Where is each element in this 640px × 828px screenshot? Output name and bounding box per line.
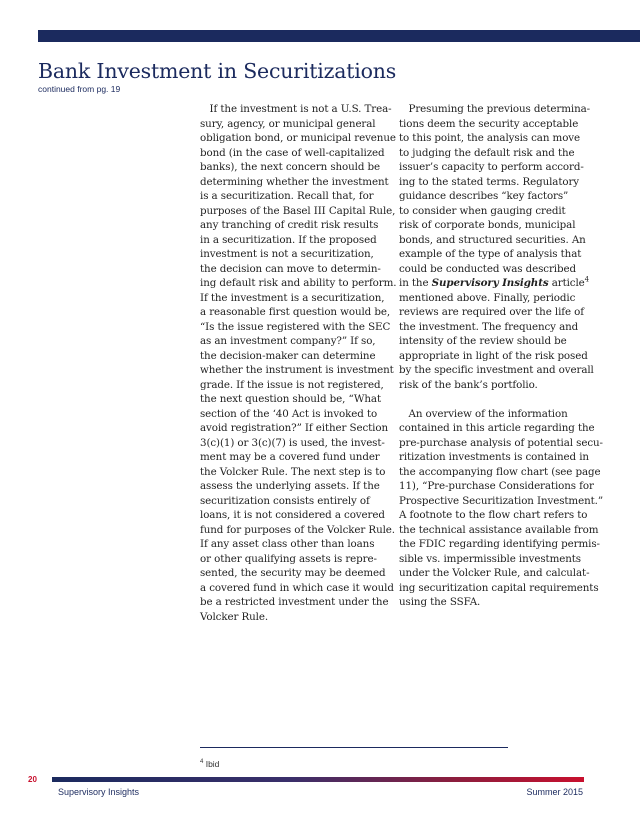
text-line: by the specific investment and overall [399,364,594,376]
text-line: banks), the next concern should be [200,161,381,173]
text-line: issuer’s capacity to perform accord- [399,161,584,173]
text-line: purposes of the Basel III Capital Rule, [200,204,396,217]
text-line: bonds, and structured securities. An [399,233,586,246]
text-line: pre-purchase analysis of potential secu- [399,436,603,449]
body-column-right [399,102,603,610]
text-line: risk of the bank’s portfolio. [399,378,538,391]
text-line: the FDIC regarding identifying permis- [399,538,600,550]
article-title: Bank Investment in Securitizations [38,59,397,83]
text-line: ing securitization capital requirements [399,581,599,594]
text-line: If the investment is a securitization, [200,291,385,304]
paragraph-presuming-continued [399,291,594,393]
text-line: Presuming the previous determina- [399,103,591,115]
footer-rule [52,777,584,782]
text-line: An overview of the information [399,407,568,420]
text-line: could be conducted was described [399,262,576,275]
text-line: tions deem the security acceptable [399,117,579,130]
body-column-left [200,102,397,624]
text-line: loans, it is not considered a covered [200,509,385,521]
text-line: fund for purposes of the Volcker Rule. [200,523,395,536]
reference-line: in the Supervisory Insights article$^4$ [399,275,590,289]
footnote-text: Ibid [203,759,220,769]
text-line: Prospective Securitization Investment.” [399,494,603,507]
text-line: the Volcker Rule. The next step is to [200,465,386,478]
text-line: whether the instrument is investment [200,364,394,376]
text-line: reviews are required over the life of [399,306,584,318]
page-number: 20 [28,775,37,784]
footnote-marker[interactable]: 4 [584,275,590,284]
text-line: grade. If the issue is not registered, [200,378,384,391]
text-line: avoid registration?” If either Section [200,422,388,434]
continued-note: continued from pg. 19 [38,84,121,94]
text-line: sented, the security may be deemed [200,567,386,579]
text-line: or other qualifying assets is repre- [200,552,377,565]
header-rule [38,30,640,42]
text-line: the decision-maker can determine [200,349,376,362]
footer-publication: Supervisory Insights [58,787,140,797]
text-line: the next question should be, “What [200,393,381,405]
text-line: intensity of the review should be [399,335,567,347]
text-line: securitization consists entirely of [200,494,370,507]
text-line: ment may be a covered fund under [200,451,380,463]
paragraph-overview [399,407,603,610]
text-line: mentioned above. Finally, periodic [399,291,576,304]
text-line: sury, agency, or municipal general [200,117,376,130]
text-line: sible vs. impermissible investments [399,552,581,565]
text-line: “Is the issue registered with the SEC [200,320,391,333]
text-line: the technical assistance available from [399,523,599,536]
text-line: ritization investments is contained in [399,451,589,463]
text-line: ing default risk and ability to perform. [200,277,397,289]
text-line: assess the underlying assets. If the [200,480,380,492]
text-line: obligation bond, or municipal revenue [200,132,396,144]
text-line: 3(c)(1) or 3(c)(7) is used, the invest- [200,436,385,449]
text-line: the investment. The frequency and [399,320,579,333]
text-line: A footnote to the flow chart refers to [399,509,588,521]
text-line: investment is not a securitization, [200,248,374,260]
text-line: be a restricted investment under the [200,596,389,608]
text-line: under the Volcker Rule, and calculat- [399,567,590,579]
text-line: If the investment is not a U.S. Trea- [200,103,392,115]
text-line: If any asset class other than loans [200,538,375,550]
text-line: in a securitization. If the proposed [200,233,377,246]
text-line: the decision can move to determin- [200,262,381,275]
text-line: 11), “Pre-purchase Considerations for [399,480,594,492]
text-line: to consider when gauging credit [399,204,566,217]
text-line: Volcker Rule. [200,610,269,623]
text-line: determining whether the investment [200,175,389,188]
text-line: any tranching of credit risk results [200,219,379,231]
text-line: example of the type of analysis that [399,248,582,260]
publication-reference: Supervisory Insights [431,277,549,289]
text-line: is a securitization. Recall that, for [200,190,374,202]
text-line: risk of corporate bonds, municipal [399,219,576,231]
text-line: appropriate in light of the risk posed [399,349,588,362]
text-line: to judging the default risk and the [399,146,575,159]
footnote-number: 4 [200,759,204,766]
text-line: as an investment company?” If so, [200,335,376,347]
paragraph-presuming [399,102,591,276]
text-line: to this point, the analysis can move [399,132,581,144]
footnote-rule [200,747,508,748]
text-line: ing to the stated terms. Regulatory [399,175,580,188]
footer-issue: Summer 2015 [526,787,583,797]
text-line: contained in this article regarding the [399,422,595,434]
text-line: using the SSFA. [399,596,481,608]
text-line: section of the ‘40 Act is invoked to [200,407,378,420]
text-line: bond (in the case of well-capitalized [200,146,385,159]
text-line: guidance describes “key factors” [399,190,569,202]
text-line: a reasonable first question would be, [200,306,390,318]
footnote [200,759,219,769]
text-line: a covered fund in which case it would [200,581,394,594]
text-line: the accompanying flow chart (see page [399,465,601,478]
